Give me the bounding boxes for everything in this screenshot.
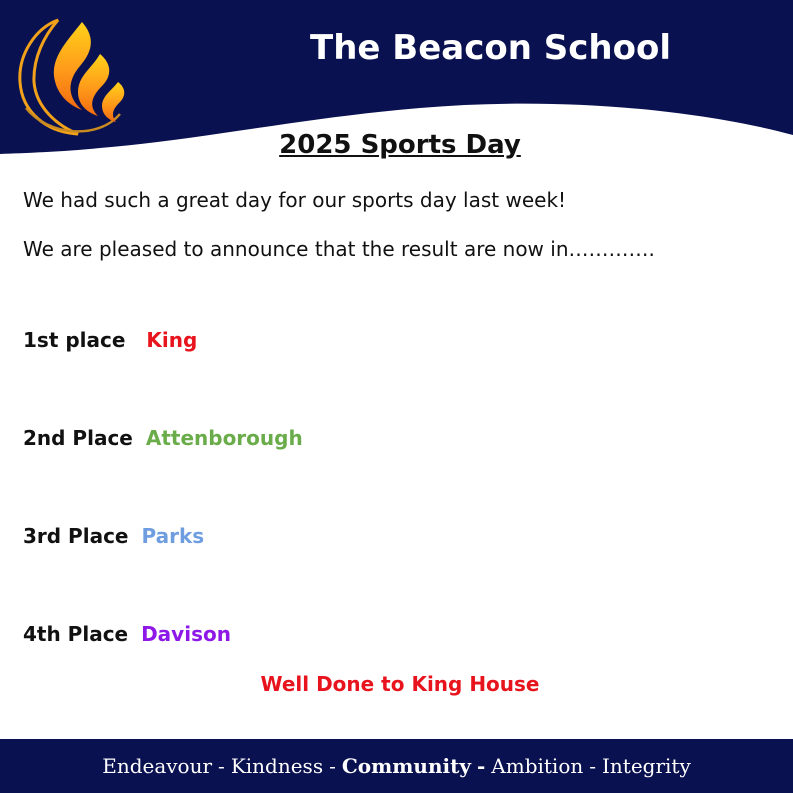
- separator: -: [329, 754, 336, 778]
- place-label: 1st place: [23, 328, 126, 352]
- value-kindness: Kindness: [230, 754, 324, 778]
- page-title: 2025 Sports Day: [279, 130, 521, 160]
- house-name: Attenborough: [145, 426, 303, 450]
- value-ambition: Ambition: [491, 754, 584, 778]
- congratulations-message: Well Done to King House: [260, 672, 540, 696]
- place-label: 4th Place: [23, 622, 129, 646]
- school-name: The Beacon School: [310, 28, 671, 68]
- result-row: [23, 326, 197, 354]
- intro-paragraph: We had such a great day for our sports day last week!: [23, 188, 567, 212]
- place-label: 2nd Place: [23, 426, 133, 450]
- footer-values-bar: [0, 739, 793, 793]
- value-community: Community: [341, 754, 471, 778]
- place-label: 3rd Place: [23, 524, 129, 548]
- house-name: Davison: [141, 622, 231, 646]
- result-row: [23, 522, 204, 550]
- result-row: [23, 424, 303, 452]
- flame-logo-icon: [8, 10, 132, 142]
- value-integrity: Integrity: [602, 754, 691, 778]
- value-endeavour: Endeavour: [102, 754, 213, 778]
- announcement-paragraph: We are pleased to announce that the result are now in………….: [23, 237, 655, 261]
- separator: -: [589, 754, 597, 778]
- separator: -: [218, 754, 225, 778]
- house-name: King: [146, 328, 198, 352]
- separator: -: [476, 754, 486, 778]
- result-row: [23, 620, 231, 648]
- house-name: Parks: [141, 524, 205, 548]
